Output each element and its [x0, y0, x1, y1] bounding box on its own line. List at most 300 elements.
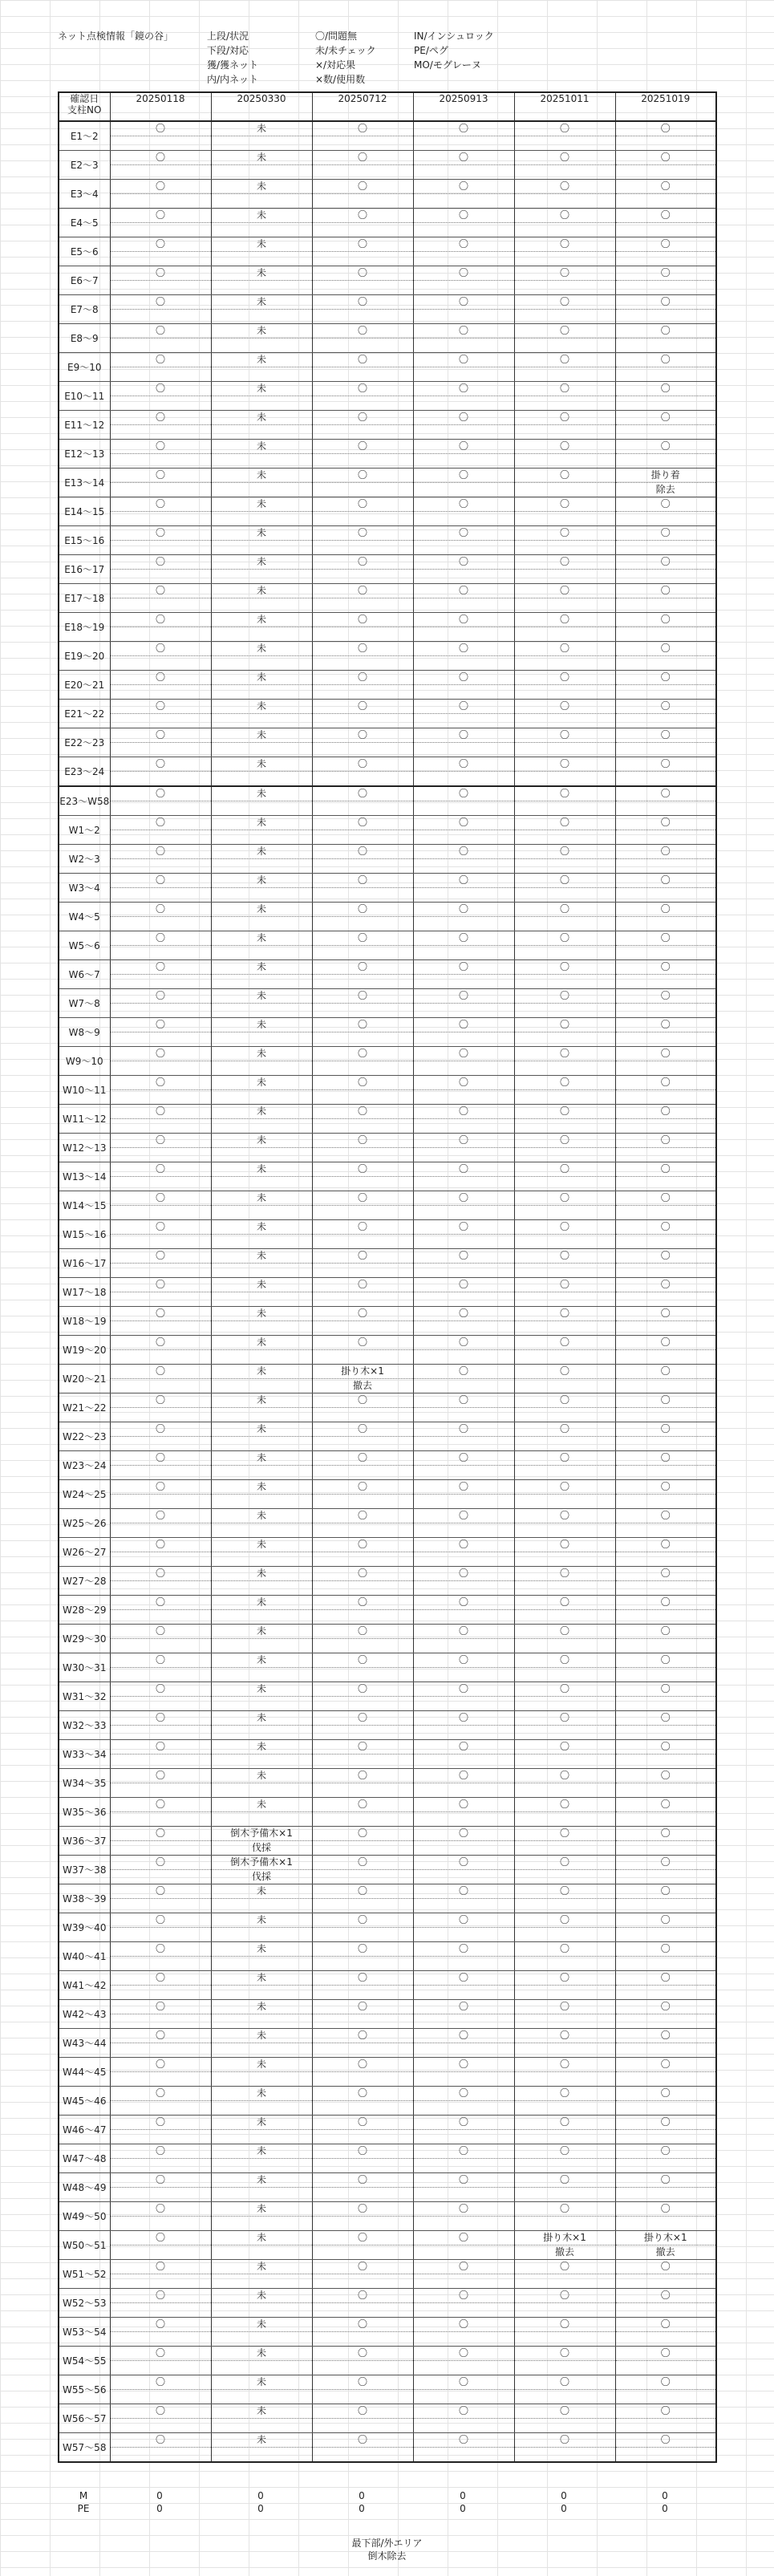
status-cell	[413, 1596, 514, 1625]
status-cell	[514, 121, 615, 151]
status-lower	[414, 2303, 514, 2317]
post-label: W54～55	[59, 2347, 110, 2375]
status-cell	[413, 642, 514, 671]
key-header-post: 支柱NO	[67, 104, 102, 116]
status-upper: 〇	[616, 613, 716, 627]
status-lower	[313, 1986, 413, 1999]
status-upper: 未	[212, 1018, 312, 1032]
status-lower	[313, 2274, 413, 2288]
status-cell	[211, 1798, 312, 1827]
status-lower	[515, 2332, 615, 2346]
status-lower	[111, 1408, 211, 1422]
status-lower	[515, 1148, 615, 1162]
status-lower	[414, 2188, 514, 2201]
status-cell	[110, 526, 211, 555]
table-row	[59, 1769, 716, 1798]
status-lower	[212, 2217, 312, 2230]
table-row	[59, 1971, 716, 2000]
status-cell	[413, 1422, 514, 1451]
status-upper: 〇	[515, 2116, 615, 2130]
status-upper: 〇	[414, 266, 514, 281]
status-upper: 〇	[414, 1393, 514, 1408]
status-lower	[111, 1755, 211, 1768]
status-cell	[110, 209, 211, 237]
status-upper: 〇	[414, 1827, 514, 1841]
status-upper: 〇	[414, 1134, 514, 1148]
status-upper: 〇	[515, 2347, 615, 2361]
table-row	[59, 1798, 716, 1827]
status-upper: 〇	[616, 1451, 716, 1466]
status-cell	[312, 1047, 413, 1076]
status-lower	[515, 512, 615, 525]
status-lower	[313, 2014, 413, 2028]
status-cell	[615, 1827, 716, 1856]
post-label: W19～20	[59, 1336, 110, 1365]
status-cell	[413, 960, 514, 989]
status-lower	[212, 2130, 312, 2144]
post-label: E11～12	[59, 411, 110, 440]
status-cell	[514, 2404, 615, 2433]
status-upper: 〇	[515, 1913, 615, 1928]
status-upper: 〇	[616, 1884, 716, 1899]
status-cell	[211, 931, 312, 960]
status-upper: 未	[212, 2087, 312, 2101]
status-cell	[110, 816, 211, 845]
status-cell	[413, 209, 514, 237]
status-upper: 〇	[313, 1076, 413, 1090]
status-lower	[212, 223, 312, 237]
status-lower	[414, 859, 514, 873]
status-upper: 〇	[515, 266, 615, 281]
status-lower	[616, 2332, 716, 2346]
status-lower	[212, 252, 312, 266]
status-upper: 〇	[515, 555, 615, 570]
status-lower	[515, 1264, 615, 1277]
status-upper: 〇	[111, 2116, 211, 2130]
key-header	[59, 92, 110, 121]
status-cell	[312, 1018, 413, 1047]
status-lower	[313, 2101, 413, 2115]
status-lower	[414, 598, 514, 612]
status-upper: 〇	[313, 903, 413, 917]
status-lower	[212, 2448, 312, 2461]
totals-value: 0	[460, 2490, 466, 2501]
table-row	[59, 1018, 716, 1047]
status-cell	[110, 382, 211, 411]
status-upper: 〇	[313, 728, 413, 743]
status-lower	[313, 1495, 413, 1508]
status-upper: 〇	[111, 1220, 211, 1235]
status-upper: 〇	[515, 324, 615, 339]
status-lower	[111, 396, 211, 410]
status-cell	[413, 1884, 514, 1913]
status-lower	[313, 512, 413, 525]
status-upper: 〇	[616, 1480, 716, 1495]
status-upper: 未	[212, 2260, 312, 2274]
status-upper: 〇	[414, 2260, 514, 2274]
status-lower	[414, 830, 514, 844]
post-label: E12～13	[59, 440, 110, 469]
status-upper: 未	[212, 2433, 312, 2448]
status-lower	[313, 1061, 413, 1075]
status-cell	[514, 1076, 615, 1105]
status-upper: 未	[212, 2318, 312, 2332]
table-row	[59, 2202, 716, 2231]
status-cell	[615, 1393, 716, 1422]
status-upper: 〇	[414, 353, 514, 367]
status-upper: 倒木予備木×1	[212, 1856, 312, 1870]
status-upper: 〇	[313, 324, 413, 339]
status-upper: 〇	[616, 2347, 716, 2361]
status-upper: 〇	[111, 237, 211, 252]
status-cell	[615, 1509, 716, 1538]
status-cell	[312, 1393, 413, 1422]
status-upper: 未	[212, 2347, 312, 2361]
status-upper: 〇	[414, 555, 514, 570]
status-upper: 〇	[111, 411, 211, 425]
status-upper: 〇	[515, 874, 615, 888]
status-lower	[313, 1321, 413, 1335]
status-lower	[616, 252, 716, 266]
status-upper: 〇	[616, 1278, 716, 1292]
status-upper: 〇	[515, 1711, 615, 1726]
status-lower	[313, 1812, 413, 1826]
status-lower	[212, 1581, 312, 1595]
status-lower	[414, 483, 514, 497]
status-cell	[514, 2144, 615, 2173]
status-upper: 未	[212, 295, 312, 310]
status-lower	[212, 136, 312, 150]
status-cell	[110, 845, 211, 874]
status-upper: 〇	[616, 1711, 716, 1726]
status-cell	[110, 1913, 211, 1942]
status-cell	[211, 786, 312, 816]
status-upper: 〇	[414, 1625, 514, 1639]
table-row	[59, 209, 716, 237]
status-lower	[515, 888, 615, 902]
status-cell	[615, 845, 716, 874]
status-cell	[413, 2000, 514, 2029]
status-upper: 未	[212, 1336, 312, 1350]
status-cell	[110, 989, 211, 1018]
status-upper: 〇	[616, 122, 716, 136]
status-upper: 〇	[414, 2318, 514, 2332]
status-upper: 〇	[515, 237, 615, 252]
status-upper: 〇	[616, 2029, 716, 2043]
status-cell	[413, 1249, 514, 1278]
totals-row	[58, 2503, 716, 2516]
status-lower	[313, 1957, 413, 1970]
status-cell	[211, 2260, 312, 2289]
status-cell	[413, 266, 514, 295]
status-upper: 〇	[111, 1596, 211, 1610]
status-upper: 〇	[111, 2289, 211, 2303]
status-cell	[615, 440, 716, 469]
status-lower	[313, 2419, 413, 2432]
status-cell	[514, 324, 615, 353]
status-lower	[616, 1639, 716, 1653]
status-upper: 〇	[414, 2433, 514, 2448]
status-lower: 撤去	[554, 2246, 574, 2258]
status-lower	[616, 570, 716, 583]
status-lower	[616, 2217, 716, 2230]
status-lower	[111, 1321, 211, 1335]
post-label: E15～16	[59, 526, 110, 555]
status-cell	[110, 497, 211, 526]
status-cell	[110, 2318, 211, 2347]
status-cell	[615, 931, 716, 960]
status-lower	[414, 1812, 514, 1826]
status-lower	[111, 2072, 211, 2086]
status-lower	[414, 396, 514, 410]
status-upper: 〇	[515, 2318, 615, 2332]
status-cell	[615, 2231, 716, 2260]
status-upper: 〇	[313, 1769, 413, 1783]
status-cell	[110, 1509, 211, 1538]
status-upper: 未	[212, 1365, 312, 1379]
status-lower	[515, 2217, 615, 2230]
status-upper: 未	[212, 237, 312, 252]
table-row	[59, 295, 716, 324]
status-lower	[414, 801, 514, 815]
post-label: W37～38	[59, 1856, 110, 1884]
status-cell	[615, 1538, 716, 1567]
status-cell	[514, 497, 615, 526]
status-cell	[211, 1538, 312, 1567]
post-label: W57～58	[59, 2433, 110, 2463]
status-lower	[515, 627, 615, 641]
status-cell	[110, 1798, 211, 1827]
status-lower	[616, 367, 716, 381]
status-upper: 〇	[313, 1625, 413, 1639]
status-lower	[515, 1899, 615, 1913]
status-cell	[312, 2144, 413, 2173]
status-upper: 未	[212, 266, 312, 281]
status-lower	[616, 1350, 716, 1364]
status-cell	[514, 2173, 615, 2202]
status-cell	[615, 1018, 716, 1047]
status-lower	[515, 1119, 615, 1133]
status-cell	[615, 209, 716, 237]
status-lower	[616, 339, 716, 352]
status-lower	[212, 2043, 312, 2057]
post-label: W35～36	[59, 1798, 110, 1827]
status-upper: 未	[212, 1393, 312, 1408]
status-lower	[515, 2361, 615, 2375]
status-upper: 〇	[515, 1307, 615, 1321]
status-cell	[211, 874, 312, 903]
status-upper: 〇	[515, 1942, 615, 1957]
status-cell	[211, 1451, 312, 1480]
status-upper: 〇	[111, 382, 211, 396]
status-cell	[312, 2116, 413, 2144]
table-row	[59, 1942, 716, 1971]
status-upper: 〇	[414, 2000, 514, 2014]
status-cell	[211, 1076, 312, 1105]
status-upper: 未	[212, 1480, 312, 1495]
status-lower	[616, 1408, 716, 1422]
status-cell	[312, 757, 413, 787]
status-lower	[111, 627, 211, 641]
status-cell	[413, 1538, 514, 1567]
status-cell	[312, 642, 413, 671]
status-lower	[515, 1090, 615, 1104]
status-lower	[111, 1061, 211, 1075]
status-lower	[313, 627, 413, 641]
status-cell	[413, 1798, 514, 1827]
table-row	[59, 180, 716, 209]
post-label: W43～44	[59, 2029, 110, 2058]
status-cell	[312, 2260, 413, 2289]
status-upper: 〇	[111, 2318, 211, 2332]
status-upper: 〇	[313, 2202, 413, 2217]
status-lower	[111, 1581, 211, 1595]
status-lower	[515, 570, 615, 583]
post-label: W22～23	[59, 1422, 110, 1451]
status-upper: 〇	[515, 2404, 615, 2419]
status-lower	[111, 685, 211, 699]
status-upper: 〇	[414, 2116, 514, 2130]
status-lower	[212, 1264, 312, 1277]
status-lower	[111, 743, 211, 757]
status-cell	[211, 1711, 312, 1740]
status-lower	[212, 743, 312, 757]
table-row	[59, 816, 716, 845]
status-upper: 未	[212, 960, 312, 975]
post-label: W7～8	[59, 989, 110, 1018]
status-lower	[414, 1755, 514, 1768]
status-cell	[514, 1018, 615, 1047]
table-row	[59, 2173, 716, 2202]
status-cell	[211, 2058, 312, 2087]
post-label: E14～15	[59, 497, 110, 526]
table-row	[59, 1682, 716, 1711]
status-upper: 〇	[414, 1538, 514, 1552]
status-lower	[616, 772, 716, 785]
status-lower	[515, 2274, 615, 2288]
status-cell	[110, 2000, 211, 2029]
status-lower	[414, 1437, 514, 1450]
post-label: W55～56	[59, 2375, 110, 2404]
status-lower	[515, 1379, 615, 1393]
status-upper: 〇	[111, 1249, 211, 1264]
status-cell	[413, 1220, 514, 1249]
status-lower	[111, 2188, 211, 2201]
status-cell	[110, 1740, 211, 1769]
status-lower	[212, 2245, 312, 2259]
table-row	[59, 2347, 716, 2375]
status-lower	[515, 1783, 615, 1797]
status-cell	[514, 1480, 615, 1509]
status-upper: 〇	[616, 1798, 716, 1812]
status-cell	[615, 1076, 716, 1105]
status-lower	[515, 2072, 615, 2086]
status-cell	[413, 1682, 514, 1711]
status-cell	[514, 2433, 615, 2463]
legend-mogrenu: MO/モグレーヌ	[414, 59, 481, 71]
status-cell	[615, 2173, 716, 2202]
table-row	[59, 845, 716, 874]
status-cell	[514, 2318, 615, 2347]
status-cell	[312, 1422, 413, 1451]
status-upper: 未	[212, 1191, 312, 1206]
status-cell	[312, 1451, 413, 1480]
status-cell	[110, 237, 211, 266]
status-upper: 未	[212, 613, 312, 627]
status-cell	[110, 1711, 211, 1740]
status-upper: 〇	[414, 1798, 514, 1812]
status-upper: 〇	[313, 266, 413, 281]
post-label: W13～14	[59, 1162, 110, 1191]
status-lower	[414, 1292, 514, 1306]
status-cell	[615, 1856, 716, 1884]
status-cell	[211, 411, 312, 440]
status-lower	[515, 598, 615, 612]
status-lower	[313, 367, 413, 381]
status-upper: 〇	[111, 209, 211, 223]
status-upper: 未	[212, 526, 312, 541]
status-cell	[110, 1856, 211, 1884]
status-cell	[312, 2087, 413, 2116]
status-upper: 未	[212, 1451, 312, 1466]
table-row	[59, 1191, 716, 1220]
status-lower	[414, 1264, 514, 1277]
status-cell	[211, 1336, 312, 1365]
status-cell	[514, 1653, 615, 1682]
status-lower	[212, 1928, 312, 1941]
status-upper: 〇	[414, 700, 514, 714]
status-cell	[514, 845, 615, 874]
status-cell	[211, 1942, 312, 1971]
status-cell	[312, 440, 413, 469]
status-upper: 〇	[515, 2000, 615, 2014]
status-upper: 〇	[414, 960, 514, 975]
status-lower	[414, 1350, 514, 1364]
table-row	[59, 2433, 716, 2463]
table-row	[59, 1740, 716, 1769]
status-cell	[211, 1769, 312, 1798]
status-lower	[313, 1090, 413, 1104]
status-lower	[313, 1870, 413, 1884]
status-cell	[413, 2318, 514, 2347]
status-upper: 〇	[515, 1393, 615, 1408]
status-cell	[110, 1682, 211, 1711]
status-lower	[616, 1264, 716, 1277]
status-cell	[615, 411, 716, 440]
status-upper: 〇	[313, 757, 413, 772]
status-upper: 〇	[313, 526, 413, 541]
status-cell	[211, 1162, 312, 1191]
status-cell	[211, 2029, 312, 2058]
status-cell	[312, 1711, 413, 1740]
status-lower	[414, 165, 514, 179]
status-cell	[312, 121, 413, 151]
status-lower	[212, 1061, 312, 1075]
status-upper: 〇	[111, 497, 211, 512]
status-cell	[615, 497, 716, 526]
status-cell	[312, 1567, 413, 1596]
status-upper: 〇	[515, 787, 615, 801]
status-cell	[514, 2029, 615, 2058]
status-lower	[616, 1726, 716, 1739]
status-upper: 〇	[414, 1220, 514, 1235]
status-cell	[615, 1942, 716, 1971]
status-upper: 未	[212, 209, 312, 223]
status-lower	[313, 310, 413, 323]
status-cell	[413, 555, 514, 584]
table-row	[59, 1336, 716, 1365]
status-cell	[615, 960, 716, 989]
